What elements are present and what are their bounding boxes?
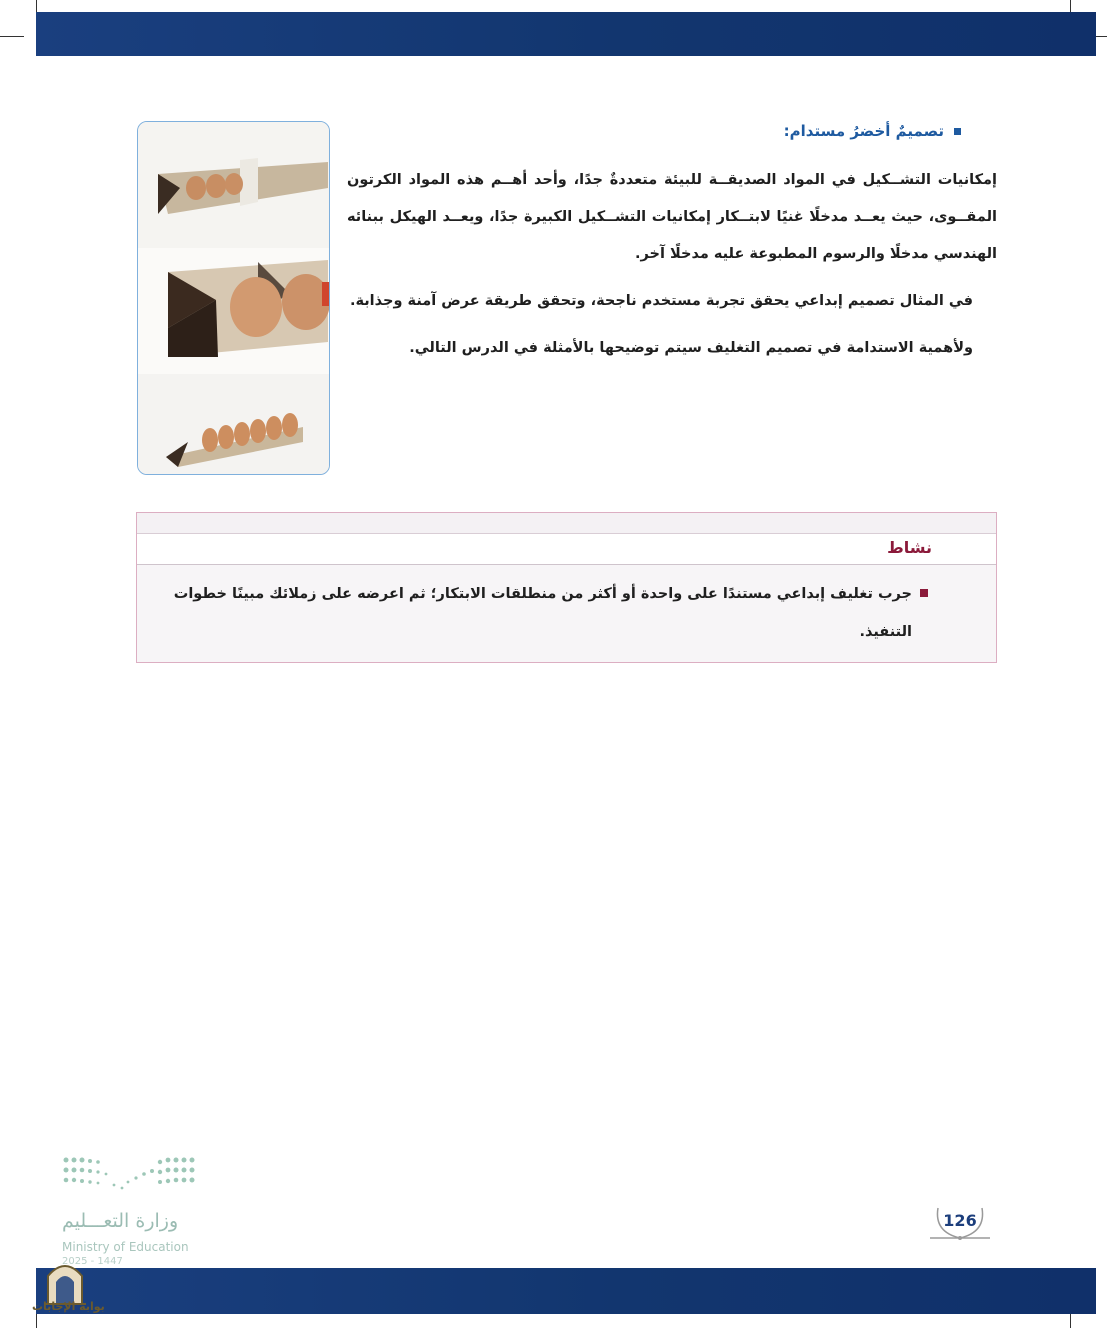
activity-box — [136, 512, 997, 663]
ministry-arabic-name: وزارة التعـــليم — [62, 1210, 179, 1232]
bullet-icon — [920, 589, 928, 597]
page-number-text: 126 — [943, 1211, 977, 1230]
egg-carton-illustration — [138, 122, 329, 474]
section-heading — [784, 122, 961, 140]
ministry-year: 2025 - 1447 — [62, 1256, 123, 1267]
activity-top-strip — [137, 513, 996, 534]
activity-title: نشاط — [887, 538, 932, 557]
section-heading-text: تصميمٌ أخضرُ مستدام: — [783, 122, 944, 140]
crop-mark — [0, 36, 24, 37]
activity-body — [137, 565, 996, 662]
activity-header — [137, 534, 996, 565]
top-banner — [36, 12, 1096, 56]
paragraph: في المثال تصميم إبداعي يحقق تجربة مستخدم ناجحة، وتحقق طريقة عرض آمنة وجذابة. — [349, 293, 973, 309]
egg-carton-image — [137, 121, 330, 475]
ministry-english-name: Ministry of Education — [62, 1240, 189, 1254]
watermark-text: بوابة الإجابات — [32, 1300, 105, 1313]
bottom-banner — [36, 1268, 1096, 1314]
activity-text: جرب تغليف إبداعي مستندًا على واحدة أو أكثر من منطلقات الابتكار؛ ثم اعرضه على زملائك مبينًا خطوات التنفيذ. — [173, 586, 912, 640]
paragraph: إمكانيات التشــكيل في المواد الصديقــة للبيئة متعددةٌ جدًا، وأحد أهــم هذه المواد الكرتون المقــوى، حيث يعــد مدخلًا غنيًا لابتــكار إمكانيات التشــكيل الكبيرة جدًا، ويعــد الهيكل ببنائه الهندسي مدخلًا والرسوم المطبوعة عليه مدخلًا آخر. — [347, 172, 997, 262]
bullet-icon — [954, 128, 961, 135]
page-number — [930, 1206, 990, 1240]
paragraph: ولأهمية الاستدامة في تصميم التغليف سيتم توضيحها بالأمثلة في الدرس التالي. — [409, 340, 973, 356]
ministry-logo-icon — [58, 1152, 208, 1212]
